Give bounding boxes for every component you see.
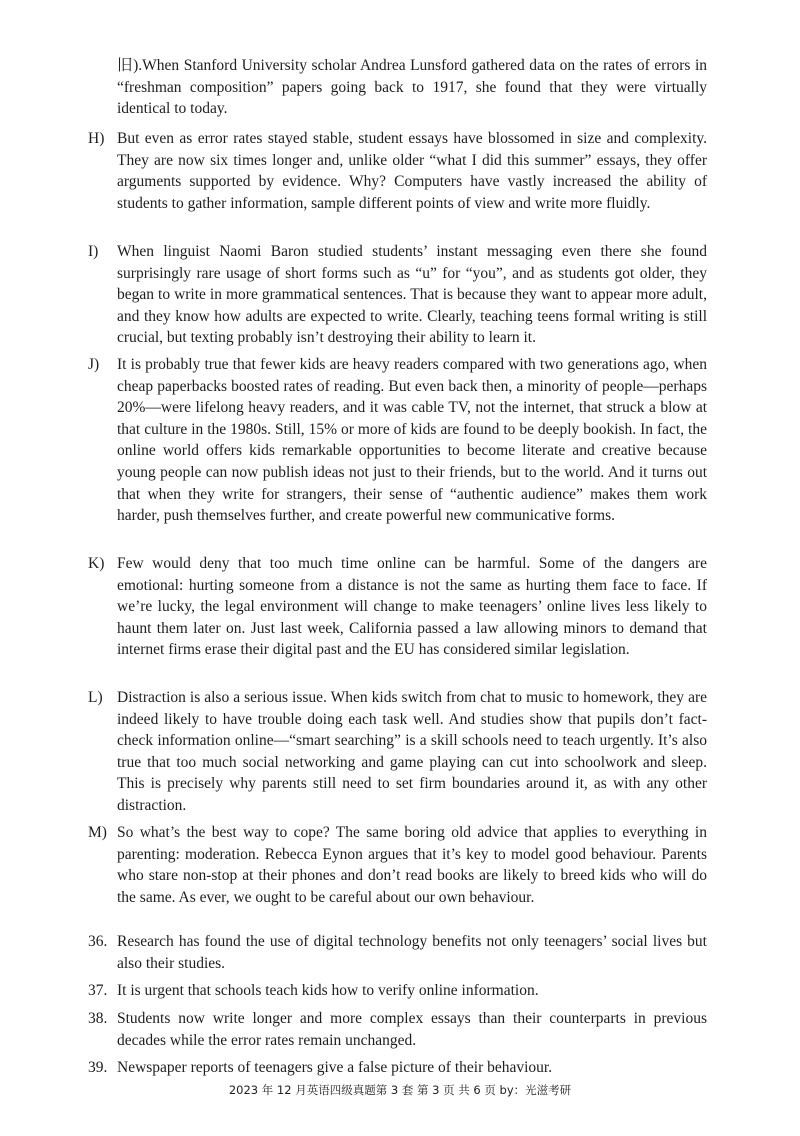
paragraph-label: H) bbox=[88, 130, 105, 147]
question-38 bbox=[88, 1008, 707, 1051]
question-number: 36. bbox=[88, 933, 108, 950]
question-number: 38. bbox=[88, 1010, 108, 1027]
paragraph-text: When linguist Naomi Baron studied students’ instant messaging even there she found surprisingly rare usage of short forms such as “u” for “you”, and as students got older, they began to write in more grammatical sentences. That is because they want to appear more adult, and they know how adults are expected to write. Clearly, teaching teens formal writing is still crucial, but texting probably isn’t destroying their ability to learn it. bbox=[117, 243, 707, 347]
paragraph-k bbox=[88, 553, 707, 661]
paragraph-label: L) bbox=[88, 689, 103, 706]
paragraph-i bbox=[88, 241, 707, 349]
paragraph-label: K) bbox=[88, 555, 105, 572]
page-footer: 2023 年 12 月英语四级真题第 3 套 第 3 页 共 6 页 by：光滋考研 bbox=[228, 1083, 572, 1097]
paragraph-label: J) bbox=[88, 356, 100, 373]
paragraph-text: But even as error rates stayed stable, student essays have blossomed in size and complexity. They are now six times longer and, unlike older “what I did this summer” essays, they offer arguments supported by evidence. Why? Computers have vastly increased the ability of students to gather information, sample different points of view and write more fluidly. bbox=[117, 130, 707, 212]
question-text: Newspaper reports of teenagers give a false picture of their behaviour. bbox=[117, 1059, 553, 1076]
paragraph-text: Few would deny that too much time online can be harmful. Some of the dangers are emotional: hurting someone from a distance is not the same as hurting them face to face. If we’re lucky, the legal environment will change to make teenagers’ online lives less likely to haunt them later on. Just last week, California passed a law allowing minors to demand that internet firms erase their digital past and the EU has considered similar legislation. bbox=[117, 555, 707, 659]
question-39 bbox=[88, 1057, 707, 1079]
paragraph-text: So what’s the best way to cope? The same boring old advice that applies to everything in parenting: moderation. Rebecca Eynon argues that it’s key to model good behaviour. Parents who stare non-stop at their phones and don’t read books are likely to breed kids who will do the same. As ever, we ought to be careful about our own behaviour. bbox=[117, 824, 707, 906]
paragraph-label: M) bbox=[88, 824, 107, 841]
lead-paragraph: 旧).When Stanford University scholar Andrea Lunsford gathered data on the rates of errors in “freshman composition” papers going back to 1917, she found that they were virtually identical to today. bbox=[117, 57, 707, 118]
question-text: Research has found the use of digital technology benefits not only teenagers’ social lives but also their studies. bbox=[117, 933, 707, 972]
question-number: 37. bbox=[88, 982, 108, 999]
question-36 bbox=[88, 931, 707, 974]
paragraph-label: I) bbox=[88, 243, 99, 260]
question-number: 39. bbox=[88, 1059, 108, 1076]
paragraph-text: It is probably true that fewer kids are heavy readers compared with two generations ago, when cheap paperbacks boosted rates of reading. But even back then, a minority of people—perhaps 20%—were lifelong heavy readers, and it was cable TV, not the internet, that struck a blow at that culture in the 1980s. Still, 15% or more of kids are found to be deeply bookish. In fact, the online world offers kids remarkable opportunities to become literate and creative because young people can now publish ideas not just to their friends, but to the world. And it turns out that when they write for strangers, their sense of “authentic audience” makes them work harder, push themselves further, and create powerful new communicative forms. bbox=[117, 356, 707, 525]
paragraph-j bbox=[88, 354, 707, 527]
question-text: Students now write longer and more complex essays than their counterparts in previous decades while the error rates remain unchanged. bbox=[117, 1010, 707, 1049]
paragraph-h bbox=[88, 128, 707, 214]
paragraph-text: Distraction is also a serious issue. When kids switch from chat to music to homework, they are indeed likely to have trouble doing each task well. And studies show that pupils don’t fact-check information online—“smart searching” is a skill schools need to teach urgently. It’s also true that too much social networking and game playing can cut into schoolwork and sleep. This is precisely why parents still need to set firm boundaries around it, as with any other distraction. bbox=[117, 689, 707, 814]
paragraph-l bbox=[88, 687, 707, 817]
question-text: It is urgent that schools teach kids how to verify online information. bbox=[117, 982, 539, 999]
paragraph-m bbox=[88, 822, 707, 908]
question-37 bbox=[88, 980, 707, 1002]
